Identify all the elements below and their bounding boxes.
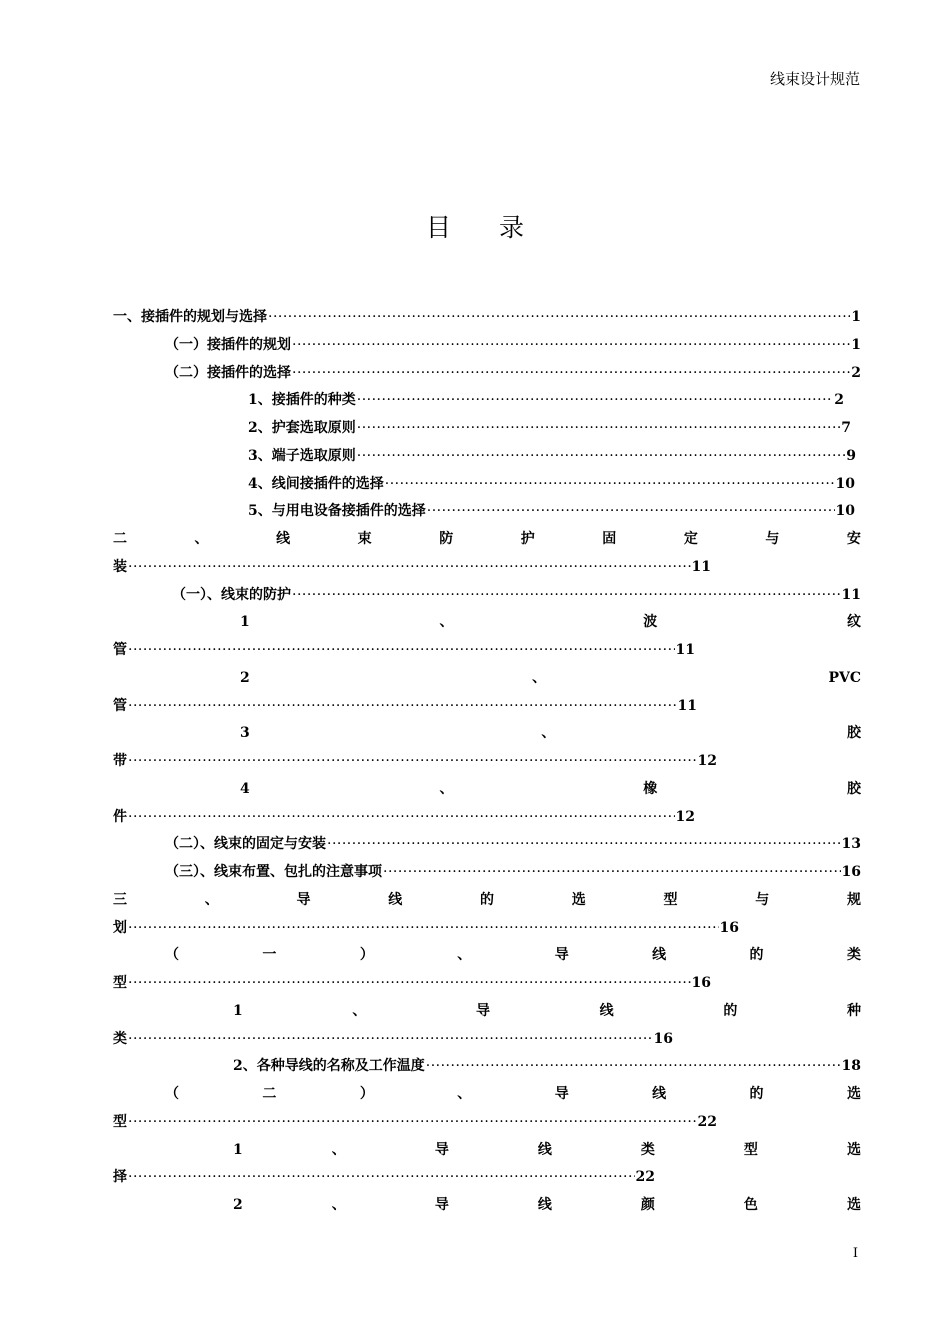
toc-entry[interactable] xyxy=(172,584,861,606)
toc-entry-title: 类 xyxy=(113,1030,127,1047)
toc-entry-fragment: 与 xyxy=(765,531,780,547)
toc-entry-title: （二）、线束的固定与安装 xyxy=(165,836,326,853)
toc-entry[interactable] xyxy=(248,500,855,522)
toc-entry-page: 16 xyxy=(653,1030,673,1047)
toc-entry-fragment: 固 xyxy=(602,531,617,547)
toc-entry-fragment: 导 xyxy=(296,891,311,908)
toc-entry-fragment: 胶 xyxy=(847,780,861,797)
dot-leader xyxy=(128,695,677,717)
toc-entry-page: 11 xyxy=(841,586,861,603)
toc-entry[interactable] xyxy=(113,1166,655,1188)
toc-entry-title: 型 xyxy=(113,975,127,991)
toc-entry[interactable] xyxy=(113,806,695,828)
toc-entry-fragment: 一 xyxy=(262,947,277,964)
toc-entry-fragment: （ xyxy=(165,947,179,964)
toc-entry-page: 22 xyxy=(697,1113,717,1130)
toc-entry-page: 10 xyxy=(835,503,855,520)
toc-entry-page: 9 xyxy=(846,447,856,464)
toc-entry-fragment: 型 xyxy=(663,891,678,908)
toc-entry-fragment: 选 xyxy=(571,891,586,908)
toc-entry-fragment: 的 xyxy=(480,891,494,908)
toc-entry[interactable] xyxy=(248,445,856,467)
page-number: I xyxy=(852,1246,858,1261)
toc-entry-fragment: 胶 xyxy=(847,725,861,742)
toc-entry-fragment: 定 xyxy=(683,531,698,547)
toc-entry-fragment: 导 xyxy=(476,1002,491,1019)
dot-leader xyxy=(128,806,675,828)
toc-entry-title: 管 xyxy=(113,697,127,714)
toc-entry-fragment: 导 xyxy=(554,947,569,964)
toc-entry[interactable] xyxy=(113,1111,717,1133)
toc-entry[interactable] xyxy=(113,917,739,939)
toc-entry-fragment: 型 xyxy=(743,1141,758,1158)
toc-entry-fragment: 的 xyxy=(723,1002,738,1019)
toc-entry-title: 型 xyxy=(113,1113,127,1130)
toc-entry-fragment: 选 xyxy=(846,1086,861,1102)
toc-entry-title: （二）接插件的选择 xyxy=(165,364,291,381)
toc-entry-fragment: 、 xyxy=(331,1141,346,1158)
dot-leader xyxy=(426,1055,841,1077)
toc-entry-fragment: ） xyxy=(359,947,374,964)
toc-entry-fragment: 、 xyxy=(204,891,219,908)
toc-entry-fragment: 纹 xyxy=(847,614,861,631)
dot-leader xyxy=(385,473,835,495)
toc-entry-page: 12 xyxy=(675,808,695,825)
toc-entry-title: 2、各种导线的名称及工作温度 xyxy=(233,1058,425,1075)
toc-entry-fragment: 、 xyxy=(352,1002,367,1019)
dot-leader xyxy=(357,445,846,467)
toc-entry-page: 2 xyxy=(834,392,844,409)
dot-leader xyxy=(128,750,697,772)
toc-entry[interactable] xyxy=(248,417,851,439)
dot-leader xyxy=(383,861,841,883)
toc-entry-fragment: 的 xyxy=(749,947,764,964)
toc-entry-fragment: 、 xyxy=(541,725,556,742)
toc-entry-title: 4、线间接插件的选择 xyxy=(248,475,384,492)
toc-entry-spread[interactable] xyxy=(240,667,861,689)
toc-entry[interactable] xyxy=(113,1028,673,1050)
toc-entry-page: 7 xyxy=(841,420,851,436)
toc-entry-fragment: 种 xyxy=(846,1002,861,1019)
toc-entry-fragment: 、 xyxy=(457,1086,472,1102)
toc-entry-fragment: 规 xyxy=(847,891,861,908)
toc-entry[interactable] xyxy=(248,473,855,495)
dot-leader xyxy=(128,1028,653,1050)
toc-entry-fragment: 的 xyxy=(749,1086,764,1102)
toc-entry-spread[interactable] xyxy=(233,1194,861,1216)
toc-entry-fragment: 4 xyxy=(240,780,250,797)
toc-entry-page: 10 xyxy=(835,475,855,492)
toc-entry-fragment: 线 xyxy=(652,947,667,964)
toc-entry-title: 管 xyxy=(113,642,127,658)
toc-entry[interactable] xyxy=(165,362,861,384)
toc-entry[interactable] xyxy=(165,861,861,883)
toc-entry-fragment: （ xyxy=(165,1086,179,1102)
toc-entry-title: 1、接插件的种类 xyxy=(248,392,356,409)
toc-entry-page: 18 xyxy=(841,1058,861,1075)
toc-entry-fragment: 1 xyxy=(240,614,250,631)
toc-entry-title: 2、护套选取原则 xyxy=(248,420,356,436)
toc-entry-title: 件 xyxy=(113,808,127,825)
toc-entry-title: 择 xyxy=(113,1169,127,1186)
dot-leader xyxy=(427,500,835,522)
toc-entry-fragment: 二 xyxy=(262,1086,277,1102)
toc-entry-fragment: 类 xyxy=(846,947,861,964)
toc-entry-fragment: PVC xyxy=(828,669,861,686)
toc-entry-title: 5、与用电设备接插件的选择 xyxy=(248,503,426,520)
toc-entry-fragment: 、 xyxy=(457,947,472,964)
toc-entry-fragment: 线 xyxy=(537,1197,552,1213)
dot-leader xyxy=(268,306,850,328)
toc-entry-fragment: 线 xyxy=(537,1141,552,1158)
toc-entry-fragment: 导 xyxy=(434,1197,449,1213)
toc-entry-fragment: 、 xyxy=(532,669,547,686)
toc-entry-page: 1 xyxy=(851,309,861,325)
dot-leader xyxy=(128,639,675,661)
dot-leader xyxy=(128,556,691,578)
toc-entry-fragment: 束 xyxy=(357,531,372,547)
toc-entry-title: 一、接插件的规划与选择 xyxy=(113,309,267,325)
toc-entry-page: 11 xyxy=(675,642,695,658)
toc-entry-fragment: 三 xyxy=(113,891,127,908)
toc-entry-fragment: 护 xyxy=(520,531,535,547)
toc-entry-fragment: 导 xyxy=(554,1086,569,1102)
toc-entry-fragment: 、 xyxy=(439,780,454,797)
toc-entry-fragment: 类 xyxy=(640,1141,655,1158)
dot-leader xyxy=(128,1111,697,1133)
dot-leader xyxy=(128,1166,635,1188)
toc-entry-title: （三）、线束布置、包扎的注意事项 xyxy=(165,864,382,880)
toc-entry-page: 16 xyxy=(691,975,711,991)
page-title: 目录 xyxy=(425,213,572,242)
toc-entry-page: 1 xyxy=(851,336,861,353)
dot-leader xyxy=(292,334,850,356)
toc-entry-spread[interactable] xyxy=(240,611,861,633)
dot-leader xyxy=(292,584,841,606)
toc-entry-title: 划 xyxy=(113,919,127,936)
toc-entry-spread[interactable] xyxy=(165,1083,861,1105)
dot-leader xyxy=(327,833,841,855)
dot-leader xyxy=(357,417,841,439)
toc-entry[interactable] xyxy=(233,1055,861,1077)
toc-entry-fragment: 波 xyxy=(643,614,658,631)
toc-entry-fragment: 选 xyxy=(846,1141,861,1158)
toc-entry-page: 2 xyxy=(851,364,861,381)
toc-entry[interactable] xyxy=(165,334,861,356)
running-header: 线束设计规范 xyxy=(769,70,860,88)
toc-entry[interactable] xyxy=(113,695,697,717)
toc-entry-fragment: 2 xyxy=(240,669,250,686)
toc-entry-title: （一）、线束的防护 xyxy=(172,586,291,603)
toc-entry-fragment: 防 xyxy=(439,531,454,547)
toc-entry-page: 16 xyxy=(719,919,739,936)
toc-entry-fragment: 线 xyxy=(652,1086,667,1102)
toc-entry-fragment: 1 xyxy=(233,1002,243,1019)
toc-entry-spread[interactable] xyxy=(165,944,861,966)
toc-entry-fragment: 线 xyxy=(388,891,403,908)
toc-entry-fragment: 1 xyxy=(233,1141,243,1158)
toc-entry-page: 13 xyxy=(841,836,861,853)
toc-entry-fragment: 二 xyxy=(113,531,127,547)
toc-entry-page: 16 xyxy=(841,864,861,880)
toc-entry-fragment: 、 xyxy=(331,1197,346,1213)
toc-entry-spread[interactable] xyxy=(113,528,861,550)
toc-entry-page: 12 xyxy=(697,753,717,769)
toc-entry-spread[interactable] xyxy=(113,889,861,911)
toc-entry-fragment: 3 xyxy=(240,725,250,742)
toc-entry[interactable] xyxy=(113,639,695,661)
toc-entry-title: 3、端子选取原则 xyxy=(248,447,356,464)
dot-leader xyxy=(128,972,691,994)
toc-entry[interactable] xyxy=(113,556,711,578)
dot-leader xyxy=(128,917,719,939)
toc-entry-fragment: 安 xyxy=(846,531,861,547)
toc-entry-fragment: 颜 xyxy=(640,1197,655,1213)
toc-entry-spread[interactable] xyxy=(233,1139,861,1161)
toc-entry-fragment: 2 xyxy=(233,1197,243,1213)
toc-entry-fragment: 导 xyxy=(434,1141,449,1158)
toc-entry-spread[interactable] xyxy=(240,722,861,744)
toc-entry-page: 11 xyxy=(677,697,697,714)
toc-entry-fragment: 选 xyxy=(846,1197,861,1213)
toc-entry-fragment: 、 xyxy=(194,531,209,547)
toc-entry-fragment: 线 xyxy=(276,531,291,547)
toc-entry-fragment: 线 xyxy=(599,1002,614,1019)
toc-entry-page: 22 xyxy=(635,1169,655,1186)
toc-entry-spread[interactable] xyxy=(233,1000,861,1022)
toc-entry-fragment: 色 xyxy=(743,1197,758,1213)
dot-leader xyxy=(357,389,834,411)
toc-entry-fragment: 与 xyxy=(755,891,770,908)
toc-entry-fragment: 、 xyxy=(439,614,454,631)
toc-entry[interactable] xyxy=(248,389,844,411)
toc-entry-title: （一）接插件的规划 xyxy=(165,336,291,353)
toc-entry-spread[interactable] xyxy=(240,778,861,800)
toc-entry-title: 装 xyxy=(113,558,127,575)
toc-entry[interactable] xyxy=(113,306,861,328)
toc-entry-fragment: ） xyxy=(359,1086,374,1102)
toc-entry[interactable] xyxy=(113,750,717,772)
toc-entry-page: 11 xyxy=(691,558,711,575)
toc-entry-title: 带 xyxy=(113,753,127,769)
toc-entry[interactable] xyxy=(113,972,711,994)
toc-entry-fragment: 橡 xyxy=(643,780,658,797)
dot-leader xyxy=(292,362,850,384)
toc-entry[interactable] xyxy=(165,833,861,855)
